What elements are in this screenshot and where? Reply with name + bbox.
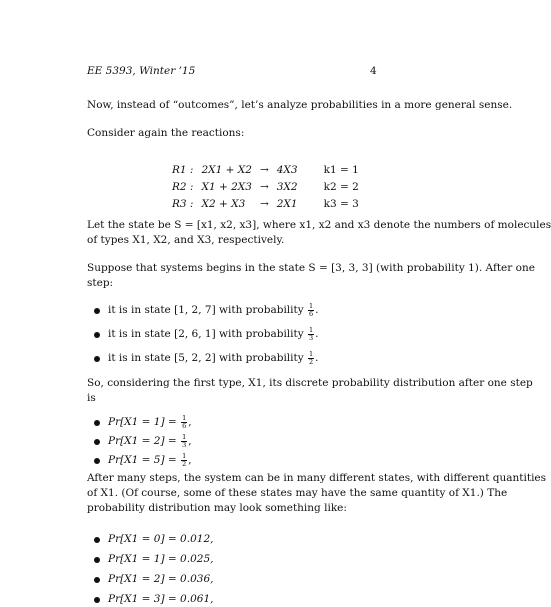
page-number: 4 bbox=[370, 65, 377, 77]
reaction-label: R1 : bbox=[172, 164, 194, 176]
many-line3: probability distribution may look something like: bbox=[87, 502, 347, 514]
punctuation: . bbox=[315, 352, 319, 364]
list-item bbox=[94, 572, 213, 587]
many-line1: After many steps, the system can be in many different states, with different quantities bbox=[87, 472, 547, 484]
intro-paragraph: Now, instead of “outcomes”, let’s analyze probabilities in a more general sense. bbox=[87, 99, 513, 111]
list-item bbox=[94, 532, 213, 547]
state-definition-line2: of types X1, X2, and X3, respectively. bbox=[87, 234, 285, 246]
bullet-icon bbox=[94, 308, 100, 314]
fraction-denominator: 3 bbox=[182, 440, 187, 449]
list-item bbox=[94, 453, 192, 468]
fraction-denominator: 2 bbox=[182, 459, 187, 468]
reaction-row bbox=[168, 179, 363, 196]
list-item bbox=[94, 552, 213, 567]
reaction-rate: k1 = 1 bbox=[323, 164, 359, 176]
punctuation: , bbox=[188, 435, 192, 447]
reaction-lhs: 2X1 + X2 bbox=[201, 164, 252, 176]
bullet-icon bbox=[94, 356, 100, 362]
list-item-text: Pr[X1 = 3] = 0.061, bbox=[108, 593, 214, 605]
bullet-icon bbox=[94, 577, 100, 583]
fraction bbox=[181, 434, 187, 448]
list-item-text: it is in state [5, 2, 2] with probability bbox=[108, 352, 308, 364]
fraction bbox=[181, 415, 187, 429]
list-item bbox=[94, 592, 213, 607]
list-item-text: Pr[X1 = 2] = bbox=[108, 435, 181, 447]
fraction bbox=[308, 351, 314, 365]
fraction-numerator: 1 bbox=[309, 302, 314, 310]
reaction-arrow: → bbox=[259, 198, 269, 210]
bullet-icon bbox=[94, 420, 100, 426]
reaction-rhs: 2X1 bbox=[276, 198, 298, 210]
reaction-lhs: X2 + X3 bbox=[201, 198, 246, 210]
list-item bbox=[94, 415, 192, 430]
suppose-line2: step: bbox=[87, 277, 114, 289]
reaction-rhs: 4X3 bbox=[276, 164, 298, 176]
so-line1: So, considering the first type, X1, its discrete probability distribution after one step bbox=[87, 377, 533, 389]
fraction-numerator: 1 bbox=[182, 433, 187, 441]
list-item bbox=[94, 434, 192, 449]
reaction-arrow: → bbox=[259, 164, 269, 176]
fraction-denominator: 3 bbox=[309, 333, 314, 342]
reaction-lhs: X1 + 2X3 bbox=[201, 181, 252, 193]
reaction-row bbox=[168, 196, 363, 213]
list-item-text: Pr[X1 = 1] = bbox=[108, 416, 181, 428]
list-item-text: Pr[X1 = 5] = bbox=[108, 454, 181, 466]
consider-paragraph: Consider again the reactions: bbox=[87, 127, 245, 139]
list-item bbox=[94, 327, 319, 342]
state-definition-line1: Let the state be S = [x1, x2, x3], where x1, x2 and x3 denote the numbers of molecules bbox=[87, 219, 551, 231]
reaction-rhs: 3X2 bbox=[276, 181, 298, 193]
list-item-text: it is in state [2, 6, 1] with probability bbox=[108, 328, 308, 340]
many-line2: of X1. (Of course, some of these states may have the same quantity of X1.) The bbox=[87, 487, 508, 499]
bullet-icon bbox=[94, 332, 100, 338]
so-line2: is bbox=[87, 392, 96, 404]
reaction-arrow: → bbox=[259, 181, 269, 193]
list-item bbox=[94, 351, 319, 366]
reaction-table bbox=[168, 162, 363, 213]
reaction-label: R2 : bbox=[172, 181, 194, 193]
fraction bbox=[308, 303, 314, 317]
list-item-text: it is in state [1, 2, 7] with probability bbox=[108, 304, 308, 316]
reaction-label: R3 : bbox=[172, 198, 194, 210]
bullet-icon bbox=[94, 597, 100, 603]
fraction-numerator: 1 bbox=[309, 326, 314, 334]
reaction-rate: k3 = 3 bbox=[323, 198, 359, 210]
list-item bbox=[94, 303, 319, 318]
fraction-denominator: 2 bbox=[309, 357, 314, 366]
bullet-icon bbox=[94, 439, 100, 445]
punctuation: . bbox=[315, 328, 319, 340]
fraction-numerator: 1 bbox=[182, 452, 187, 460]
suppose-line1: Suppose that systems begins in the state S = [3, 3, 3] (with probability 1). After one bbox=[87, 262, 535, 274]
bullet-icon bbox=[94, 458, 100, 464]
reaction-rate: k2 = 2 bbox=[323, 181, 359, 193]
punctuation: , bbox=[188, 454, 192, 466]
running-header: EE 5393, Winter ’15 bbox=[87, 65, 196, 77]
bullet-icon bbox=[94, 557, 100, 563]
reaction-row bbox=[168, 162, 363, 179]
fraction bbox=[308, 327, 314, 341]
punctuation: . bbox=[315, 304, 319, 316]
fraction-numerator: 1 bbox=[309, 350, 314, 358]
punctuation: , bbox=[188, 416, 192, 428]
fraction bbox=[181, 453, 187, 467]
bullet-icon bbox=[94, 537, 100, 543]
list-item-text: Pr[X1 = 2] = 0.036, bbox=[108, 573, 214, 585]
fraction-numerator: 1 bbox=[182, 414, 187, 422]
fraction-denominator: 6 bbox=[309, 309, 314, 318]
list-item-text: Pr[X1 = 0] = 0.012, bbox=[108, 533, 214, 545]
list-item-text: Pr[X1 = 1] = 0.025, bbox=[108, 553, 214, 565]
fraction-denominator: 6 bbox=[182, 421, 187, 430]
